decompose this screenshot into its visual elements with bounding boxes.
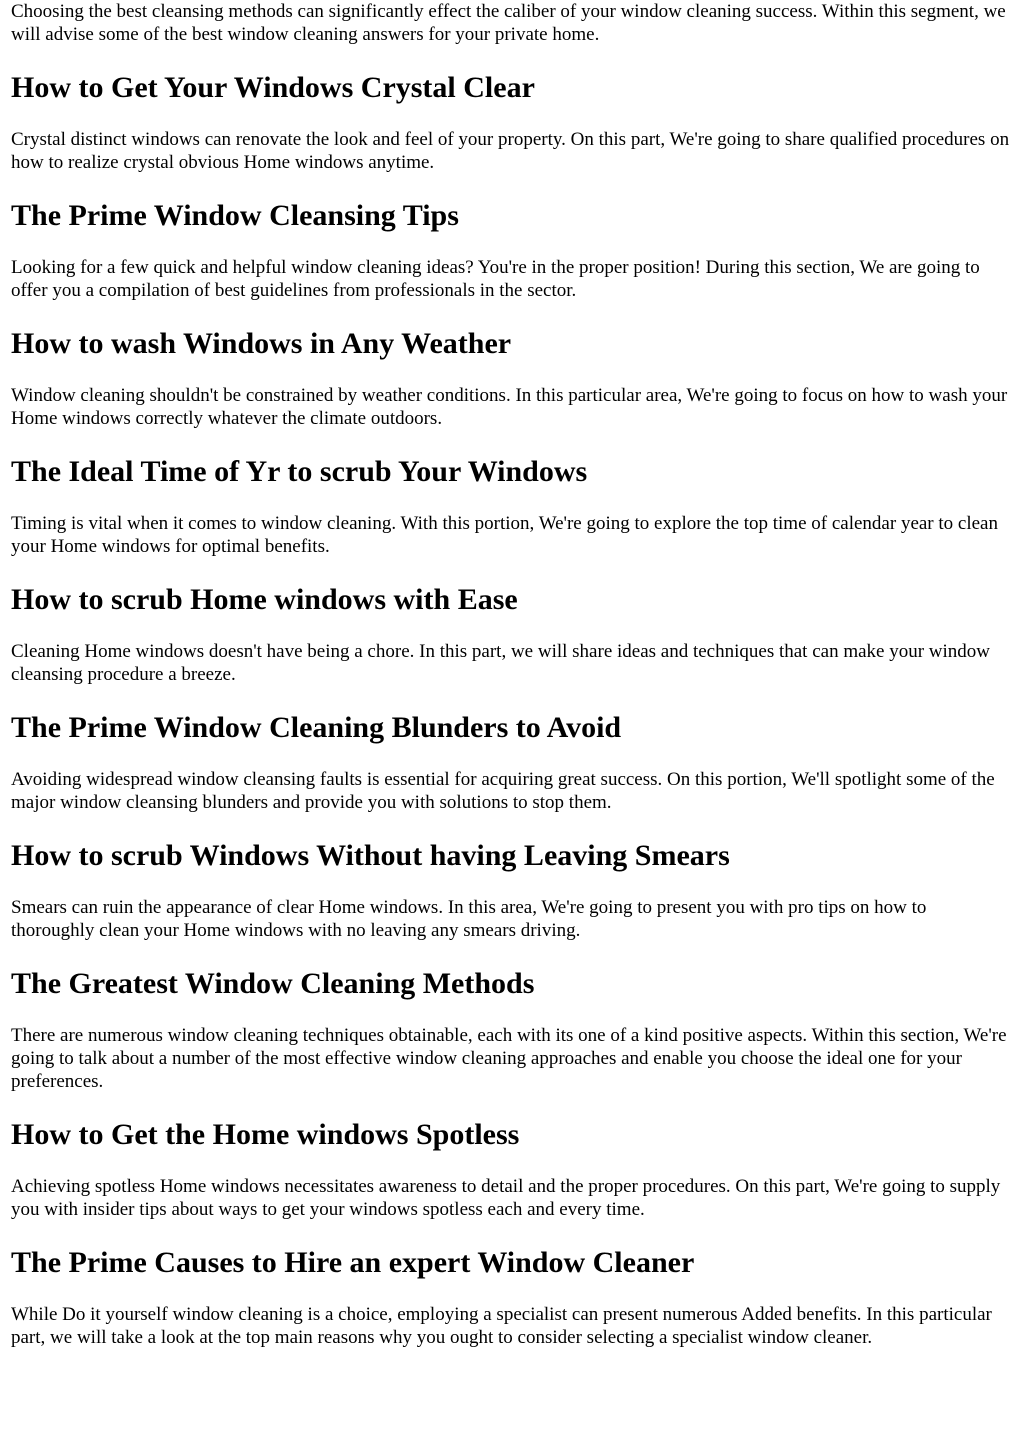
section-body: Cleaning Home windows doesn't have being a chore. In this part, we will share ideas and techniques that can make your window cleansing procedure a breeze. [11,641,991,685]
section-cleansing-tips [11,199,1014,302]
section-any-weather [11,327,1014,430]
section-body: Looking for a few quick and helpful window cleaning ideas? You're in the proper position! During this section, We are going to offer you a compilation of best guidelines from professionals in the sector. [11,257,980,301]
section-heading: How to Get Your Windows Crystal Clear [11,71,535,104]
section-spotless [11,1118,1014,1221]
section-heading: The Prime Window Cleansing Tips [11,199,459,232]
intro-paragraph: Choosing the best cleansing methods can significantly effect the caliber of your window cleaning success. Within this segment, we will advise some of the best window cleaning answers for your private home. [11,1,1006,45]
section-heading: How to scrub Windows Without having Leaving Smears [11,839,730,872]
section-smears [11,839,1014,942]
section-body: Smears can ruin the appearance of clear Home windows. In this area, We're going to present you with pro tips on how to thoroughly clean your Home windows with no leaving any smears driving. [11,897,927,941]
section-crystal-clear [11,71,1014,174]
section-hire-expert [11,1246,1014,1349]
section-body: While Do it yourself window cleaning is a choice, employing a specialist can present numerous Added benefits. In this particular part, we will take a look at the top main reasons why you ought to consider selecting a specialist window cleaner. [11,1304,992,1348]
section-heading: The Greatest Window Cleaning Methods [11,967,535,1000]
section-body: There are numerous window cleaning techniques obtainable, each with its one of a kind positive aspects. Within this section, We're going to talk about a number of the most effective window cleaning approaches and enable you choose the ideal one for your preferences. [11,1025,1007,1092]
section-heading: The Prime Causes to Hire an expert Window Cleaner [11,1246,695,1279]
section-heading: The Ideal Time of Yr to scrub Your Windows [11,455,588,488]
section-heading: How to scrub Home windows with Ease [11,583,518,616]
section-heading: The Prime Window Cleaning Blunders to Avoid [11,711,622,744]
section-ideal-time [11,455,1014,558]
section-body: Avoiding widespread window cleansing faults is essential for acquiring great success. On this portion, We'll spotlight some of the major window cleansing blunders and provide you with solutions to stop them. [11,769,995,813]
section-blunders [11,711,1014,814]
section-body: Timing is vital when it comes to window cleaning. With this portion, We're going to explore the top time of calendar year to clean your Home windows for optimal benefits. [11,513,998,557]
section-heading: How to Get the Home windows Spotless [11,1118,520,1151]
section-heading: How to wash Windows in Any Weather [11,327,512,360]
section-body: Window cleaning shouldn't be constrained by weather conditions. In this particular area, We're going to focus on how to wash your Home windows correctly whatever the climate outdoors. [11,385,1008,429]
section-body: Achieving spotless Home windows necessitates awareness to detail and the proper procedures. On this part, We're going to supply you with insider tips about ways to get your windows spotless each and every time. [11,1176,1001,1220]
section-methods [11,967,1014,1093]
section-body: Crystal distinct windows can renovate the look and feel of your property. On this part, We're going to share qualified procedures on how to realize crystal obvious Home windows anytime. [11,129,1010,173]
section-with-ease [11,583,1014,686]
